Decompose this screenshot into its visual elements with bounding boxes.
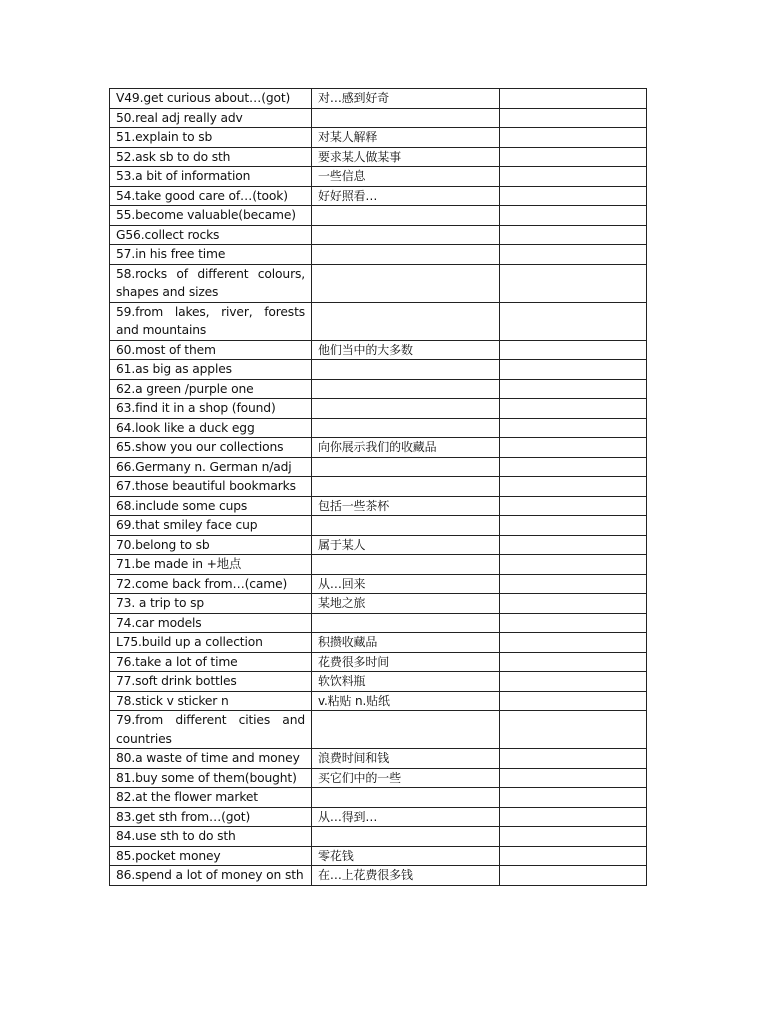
table-row — [110, 206, 647, 226]
blank-answer-cell — [500, 477, 647, 497]
english-phrase-cell: 86.spend a lot of money on sth — [110, 866, 312, 886]
table-row — [110, 633, 647, 653]
blank-answer-cell — [500, 302, 647, 340]
blank-answer-cell — [500, 496, 647, 516]
chinese-meaning-cell: 好好照看… — [312, 186, 500, 206]
blank-answer-cell — [500, 749, 647, 769]
table-row — [110, 340, 647, 360]
blank-answer-cell — [500, 711, 647, 749]
english-phrase-cell: 61.as big as apples — [110, 360, 312, 380]
blank-answer-cell — [500, 399, 647, 419]
table-row — [110, 574, 647, 594]
chinese-meaning-cell — [312, 711, 500, 749]
chinese-meaning-cell — [312, 477, 500, 497]
english-phrase-cell: 65.show you our collections — [110, 438, 312, 458]
chinese-meaning-cell: 包括一些茶杯 — [312, 496, 500, 516]
english-phrase-cell: 60.most of them — [110, 340, 312, 360]
english-phrase-cell: 69.that smiley face cup — [110, 516, 312, 536]
english-phrase-cell: 72.come back from…(came) — [110, 574, 312, 594]
chinese-meaning-cell: 某地之旅 — [312, 594, 500, 614]
table-row — [110, 827, 647, 847]
blank-answer-cell — [500, 186, 647, 206]
table-row — [110, 477, 647, 497]
table-row — [110, 768, 647, 788]
chinese-meaning-cell: 花费很多时间 — [312, 652, 500, 672]
chinese-meaning-cell — [312, 206, 500, 226]
blank-answer-cell — [500, 89, 647, 109]
english-phrase-cell: 59.from lakes, river, forests and mountains — [110, 302, 312, 340]
chinese-meaning-cell — [312, 457, 500, 477]
english-phrase-cell: 53.a bit of information — [110, 167, 312, 187]
blank-answer-cell — [500, 691, 647, 711]
table-row — [110, 866, 647, 886]
chinese-meaning-cell — [312, 399, 500, 419]
english-phrase-cell: 62.a green /purple one — [110, 379, 312, 399]
chinese-meaning-cell — [312, 379, 500, 399]
blank-answer-cell — [500, 555, 647, 575]
english-phrase-cell: 71.be made in +地点 — [110, 555, 312, 575]
chinese-meaning-cell: 软饮料瓶 — [312, 672, 500, 692]
blank-answer-cell — [500, 866, 647, 886]
chinese-meaning-cell: 一些信息 — [312, 167, 500, 187]
blank-answer-cell — [500, 128, 647, 148]
table-row — [110, 225, 647, 245]
english-phrase-cell: 68.include some cups — [110, 496, 312, 516]
chinese-meaning-cell — [312, 418, 500, 438]
english-phrase-cell: 63.find it in a shop (found) — [110, 399, 312, 419]
english-phrase-cell: 78.stick v sticker n — [110, 691, 312, 711]
chinese-meaning-cell — [312, 555, 500, 575]
english-phrase-cell: 52.ask sb to do sth — [110, 147, 312, 167]
blank-answer-cell — [500, 360, 647, 380]
chinese-meaning-cell — [312, 360, 500, 380]
blank-answer-cell — [500, 594, 647, 614]
chinese-meaning-cell — [312, 225, 500, 245]
chinese-meaning-cell — [312, 613, 500, 633]
chinese-meaning-cell: 从…得到… — [312, 807, 500, 827]
table-row — [110, 399, 647, 419]
english-phrase-cell: 58.rocks of different colours, shapes and sizes — [110, 264, 312, 302]
table-row — [110, 652, 647, 672]
english-phrase-cell: 51.explain to sb — [110, 128, 312, 148]
table-row — [110, 186, 647, 206]
table-row — [110, 264, 647, 302]
table-row — [110, 418, 647, 438]
blank-answer-cell — [500, 535, 647, 555]
table-row — [110, 516, 647, 536]
english-phrase-cell: 73. a trip to sp — [110, 594, 312, 614]
english-phrase-cell: G56.collect rocks — [110, 225, 312, 245]
chinese-meaning-cell — [312, 245, 500, 265]
blank-answer-cell — [500, 438, 647, 458]
english-phrase-cell: 64.look like a duck egg — [110, 418, 312, 438]
table-row — [110, 89, 647, 109]
english-phrase-cell: 55.become valuable(became) — [110, 206, 312, 226]
table-row — [110, 672, 647, 692]
english-phrase-cell: 74.car models — [110, 613, 312, 633]
chinese-meaning-cell: 他们当中的大多数 — [312, 340, 500, 360]
blank-answer-cell — [500, 206, 647, 226]
blank-answer-cell — [500, 827, 647, 847]
english-phrase-cell: 77.soft drink bottles — [110, 672, 312, 692]
english-phrase-cell: 81.buy some of them(bought) — [110, 768, 312, 788]
table-row — [110, 496, 647, 516]
blank-answer-cell — [500, 379, 647, 399]
table-row — [110, 128, 647, 148]
chinese-meaning-cell: 积攒收藏品 — [312, 633, 500, 653]
chinese-meaning-cell: 从…回来 — [312, 574, 500, 594]
chinese-meaning-cell: 属于某人 — [312, 535, 500, 555]
table-row — [110, 108, 647, 128]
blank-answer-cell — [500, 264, 647, 302]
table-row — [110, 749, 647, 769]
table-row — [110, 613, 647, 633]
chinese-meaning-cell: 在…上花费很多钱 — [312, 866, 500, 886]
chinese-meaning-cell: 对…感到好奇 — [312, 89, 500, 109]
chinese-meaning-cell — [312, 108, 500, 128]
table-row — [110, 807, 647, 827]
chinese-meaning-cell: 对某人解释 — [312, 128, 500, 148]
chinese-meaning-cell — [312, 788, 500, 808]
chinese-meaning-cell: 零花钱 — [312, 846, 500, 866]
english-phrase-cell: 76.take a lot of time — [110, 652, 312, 672]
chinese-meaning-cell: 向你展示我们的收藏品 — [312, 438, 500, 458]
blank-answer-cell — [500, 633, 647, 653]
english-phrase-cell: V49.get curious about…(got) — [110, 89, 312, 109]
blank-answer-cell — [500, 652, 647, 672]
blank-answer-cell — [500, 807, 647, 827]
blank-answer-cell — [500, 108, 647, 128]
english-phrase-cell: 57.in his free time — [110, 245, 312, 265]
blank-answer-cell — [500, 340, 647, 360]
blank-answer-cell — [500, 225, 647, 245]
table-row — [110, 438, 647, 458]
blank-answer-cell — [500, 147, 647, 167]
chinese-meaning-cell: 买它们中的一些 — [312, 768, 500, 788]
vocabulary-table — [109, 88, 647, 886]
english-phrase-cell: 70.belong to sb — [110, 535, 312, 555]
blank-answer-cell — [500, 457, 647, 477]
blank-answer-cell — [500, 768, 647, 788]
table-row — [110, 360, 647, 380]
table-row — [110, 788, 647, 808]
table-row — [110, 846, 647, 866]
blank-answer-cell — [500, 167, 647, 187]
blank-answer-cell — [500, 788, 647, 808]
chinese-meaning-cell: 要求某人做某事 — [312, 147, 500, 167]
table-row — [110, 379, 647, 399]
english-phrase-cell: L75.build up a collection — [110, 633, 312, 653]
english-phrase-cell: 82.at the flower market — [110, 788, 312, 808]
english-phrase-cell: 50.real adj really adv — [110, 108, 312, 128]
table-row — [110, 167, 647, 187]
english-phrase-cell: 66.Germany n. German n/adj — [110, 457, 312, 477]
chinese-meaning-cell: 浪费时间和钱 — [312, 749, 500, 769]
vocabulary-sheet — [109, 88, 646, 886]
blank-answer-cell — [500, 245, 647, 265]
chinese-meaning-cell — [312, 302, 500, 340]
vocabulary-table-body — [110, 89, 647, 886]
table-row — [110, 302, 647, 340]
table-row — [110, 457, 647, 477]
english-phrase-cell: 84.use sth to do sth — [110, 827, 312, 847]
table-row — [110, 555, 647, 575]
table-row — [110, 711, 647, 749]
blank-answer-cell — [500, 516, 647, 536]
blank-answer-cell — [500, 846, 647, 866]
english-phrase-cell: 79.from different cities and countries — [110, 711, 312, 749]
blank-answer-cell — [500, 672, 647, 692]
english-phrase-cell: 85.pocket money — [110, 846, 312, 866]
table-row — [110, 535, 647, 555]
table-row — [110, 147, 647, 167]
english-phrase-cell: 67.those beautiful bookmarks — [110, 477, 312, 497]
english-phrase-cell: 80.a waste of time and money — [110, 749, 312, 769]
blank-answer-cell — [500, 418, 647, 438]
chinese-meaning-cell — [312, 516, 500, 536]
chinese-meaning-cell — [312, 827, 500, 847]
table-row — [110, 245, 647, 265]
blank-answer-cell — [500, 574, 647, 594]
blank-answer-cell — [500, 613, 647, 633]
english-phrase-cell: 54.take good care of…(took) — [110, 186, 312, 206]
english-phrase-cell: 83.get sth from…(got) — [110, 807, 312, 827]
table-row — [110, 691, 647, 711]
chinese-meaning-cell — [312, 264, 500, 302]
chinese-meaning-cell: v.粘贴 n.贴纸 — [312, 691, 500, 711]
table-row — [110, 594, 647, 614]
